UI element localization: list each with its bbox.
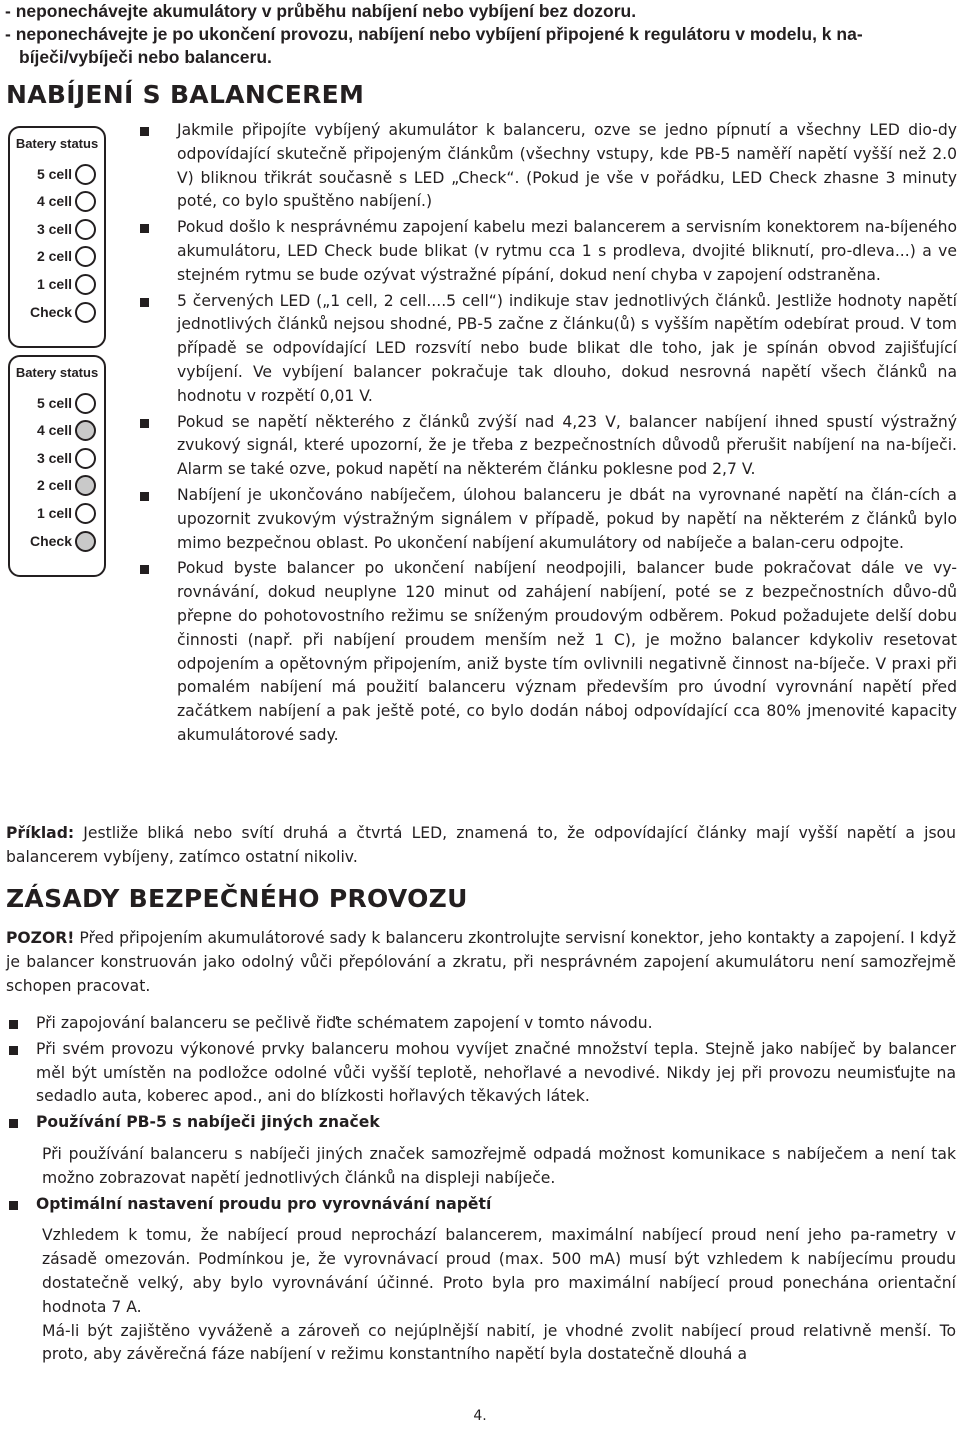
list-item-text: Při svém provozu výkonové prvky balanceru mohou vyvíjet značné množství tepla. Stejně jako nabíječ by balancer měl být umístěn na podložce odolné vůči vyšší teplotě, nehořlavé a nevodivé. Nikdy jej při provozu neumisťujte na sedadlo auta, koberec apod., ani do blízkosti hořlavých těkavých látek. (36, 1039, 956, 1106)
list-item-text: Při používání balanceru s nabíječi jiných značek samozřejmě odpadá možnost komunikace s nabíječem a není tak možno zobrazovat napětí jednotlivých článků na displeji nabíječe. (42, 1144, 956, 1187)
led-label: 3 cell (36, 450, 72, 466)
led-label: 1 cell (36, 505, 72, 521)
list-item-text: Pokud byste balancer po ukončení nabíjení neodpojili, balancer bude pokračovat dále ve vy-rovnávání, dokud neuplyne 120 minut od zahájení nabíjení, poté se z bezpečnostních důvo-dů přepne do pohotovostního režimu se sníženým proudovým odběrem. Pokud požadujete delší dobu činnosti (např. při nabíjení proudem menším než 1 C), je možno balancer kdykoliv resetovat odpojením a opětovným připojením, aniž byste tím ovlivnili negativně činnost na-bíječe. V praxi při pomalém nabíjení má použití balanceru význam především pro úvodní vyrovnání napětí před začátkem nabíjení a pak ještě poté, co bylo dodán náboj odpovídající cca 80% jmenovité kapacity akumulátorové sady. (177, 559, 957, 744)
led-indicator-icon (75, 448, 96, 469)
list-item-title: Optimální nastavení proudu pro vyrovnávání napětí (36, 1194, 492, 1213)
square-bullet-icon (140, 298, 149, 307)
square-bullet-icon (9, 1201, 18, 1210)
intro-warning-1: - neponechávejte akumulátory v průběhu nabíjení nebo vybíjení bez dozoru. (5, 1, 637, 21)
square-bullet-icon (140, 127, 149, 136)
led-row-2-cell (10, 475, 106, 497)
example-lead: Příklad: (6, 824, 75, 842)
list-item (6, 1038, 956, 1109)
led-row-2-cell (10, 246, 106, 268)
led-indicator-icon (75, 503, 96, 524)
led-label: Check (29, 533, 72, 549)
led-row-5-cell (10, 393, 106, 415)
square-bullet-icon (140, 492, 149, 501)
list-item-text: Při zapojování balanceru se pečlivě řiďte schématem zapojení v tomto návodu. (36, 1014, 653, 1032)
list-item (6, 1012, 956, 1036)
led-indicator-icon (75, 219, 96, 240)
warning-text: Před připojením akumulátorové sady k balanceru zkontrolujte servisní konektor, jeho kontakty a zapojení. I když je balancer konstruován jako odolný vůči přepólování a zkratu, při nesprávném zapojení akumulátoru není samozřejmě schopen pracovat. (6, 929, 956, 995)
list-item-text: Jakmile připojíte vybíjený akumulátor k balanceru, ozve se jedno pípnutí a všechny LED dio-dy odpovídající skutečně připojeným článkům (všechny vstupy, kde PB-5 naměří napětí vyšší než 2.0 V) bliknou třikrát současně s LED „Check“. (Pokud je vše v pořádku, LED Check zhasne 3 minuty poté, co bylo spuštěno nabíjení.) (177, 121, 957, 211)
square-bullet-icon (140, 419, 149, 428)
square-bullet-icon (140, 565, 149, 574)
warning-paragraph (6, 927, 956, 998)
led-row-4-cell (10, 191, 106, 213)
balancer-bullet-list (140, 119, 957, 748)
list-item-title: Používání PB-5 s nabíječi jiných značek (36, 1113, 380, 1132)
example-text: Jestliže bliká nebo svítí druhá a čtvrtá LED, znamená to, že odpovídající články mají vyšší napětí a jsou balancerem vybíjeny, zatímco ostatní nikoliv. (6, 824, 956, 866)
intro-warning-2-cont: bíječi/vybíječi nebo balanceru. (19, 47, 272, 67)
led-row-check (10, 531, 106, 553)
led-indicator-icon (75, 191, 96, 212)
safety-bullet-list (6, 1012, 956, 1367)
list-item (140, 411, 957, 482)
intro-warning-2 (5, 23, 955, 69)
list-item (140, 290, 957, 409)
list-item-text: Pokud se napětí některého z článků zvýší nad 4,23 V, balancer nabíjení ihned spustí výstražný zvukový signál, které upozorní, že je třeba z bezpečnostních důvodů přerušit nabíjení na na-bíječi. Alarm se také ozve, pokud napětí na některém článku poklesne pod 2,7 V. (177, 412, 957, 479)
led-indicator-icon (75, 475, 96, 496)
list-item (140, 216, 957, 287)
led-label: 2 cell (36, 248, 72, 264)
led-label: 4 cell (36, 193, 72, 209)
led-label: 1 cell (36, 276, 72, 292)
warning-lead: POZOR! (6, 929, 75, 947)
led-label: 5 cell (36, 166, 72, 182)
list-item (6, 1111, 956, 1190)
battery-status-panel-partial (8, 355, 106, 577)
list-item-text-2: Má-li být zajištěno vyváženě a zároveň co nejúplnější nabití, je vhodné zvolit nabíjecí proud relativně menší. To proto, aby závěrečná fáze nabíjení v režimu konstantního napětí byla dostatečně dlouhá a (42, 1321, 956, 1364)
led-indicator-icon (75, 393, 96, 414)
led-indicator-icon (75, 420, 96, 441)
square-bullet-icon (9, 1020, 18, 1029)
led-label: 5 cell (36, 395, 72, 411)
panel-title: Batery status (15, 136, 99, 151)
list-item-text: Vzhledem k tomu, že nabíjecí proud neprochází balancerem, maximální nabíjecí proud není jeho pa-rametry v zásadě omezován. Podmínkou je, že vyrovnávací proud (max. 500 mA) musí být vzhledem k nabíjecímu proudu dostatečně velký, aby bylo vyrovnávání účinné. Proto byla pro maximální nabíjecí proud ponechána orientační hodnota 7 A. (42, 1226, 956, 1316)
led-label: Check (29, 304, 72, 320)
list-item-text: 5 červených LED („1 cell, 2 cell....5 cell“) indikuje stav jednotlivých článků. Jestliže hodnoty napětí jednotlivých článků nejsou shodné, PB-5 začne z článku(ů) s vyšším napětím odebírat proud. V tom případě se odpovídající LED rozsvítí nebo bude blikat dle toho, jak je spínán obvod zajišťující vybíjení. Ve vybíjení balancer pokračuje tak dlouho, dokud nesrovná napětí všech článků na hodnotu v rozpětí 0,01 V. (177, 291, 957, 405)
section-heading-safety: ZÁSADY BEZPEČNÉHO PROVOZU (6, 884, 468, 913)
intro-warning-2-text: - neponechávejte je po ukončení provozu, nabíjení nebo vybíjení připojené k regulátoru v modelu, k na- (5, 24, 863, 44)
led-row-1-cell (10, 503, 106, 525)
square-bullet-icon (9, 1119, 18, 1128)
list-item (140, 119, 957, 214)
list-item-text: Nabíjení je ukončováno nabíječem, úlohou balanceru je dbát na vyrovnané napětí na člán-cích a upozornit zvukovým výstražným signálem v případě, pokud by napětí na některém z článků bylo mimo bezpečnou oblast. Po ukončení nabíjení akumulátory od nabíječe a balan-ceru odpojte. (177, 485, 957, 552)
list-item (6, 1193, 956, 1368)
led-indicator-icon (75, 531, 96, 552)
led-row-3-cell (10, 448, 106, 470)
square-bullet-icon (9, 1046, 18, 1055)
led-indicator-icon (75, 274, 96, 295)
led-label: 4 cell (36, 422, 72, 438)
list-item (140, 557, 957, 747)
square-bullet-icon (140, 224, 149, 233)
led-indicator-icon (75, 302, 96, 323)
list-item-text: Pokud došlo k nesprávnému zapojení kabelu mezi balancerem a servisním konektorem na-bíjeného akumulátoru, LED Check bude blikat (v rytmu cca 1 s prodleva, dvojité bliknutí, pro-dleva...) a ve stejném rytmu se bude ozývat výstražné pípání, dokud není chyba v zapojení odstraněna. (177, 218, 957, 284)
section-heading-balancer: NABÍJENÍ S BALANCEREM (6, 80, 365, 109)
led-row-4-cell (10, 420, 106, 442)
page-number: 4. (473, 1408, 487, 1424)
led-indicator-icon (75, 246, 96, 267)
led-row-5-cell (10, 164, 106, 186)
led-row-3-cell (10, 219, 106, 241)
led-label: 3 cell (36, 221, 72, 237)
example-paragraph (6, 822, 956, 870)
led-label: 2 cell (36, 477, 72, 493)
led-row-check (10, 302, 106, 324)
panel-title: Batery status (15, 365, 99, 380)
led-row-1-cell (10, 274, 106, 296)
list-item (140, 484, 957, 555)
led-indicator-icon (75, 164, 96, 185)
battery-status-panel-all-off (8, 126, 106, 348)
